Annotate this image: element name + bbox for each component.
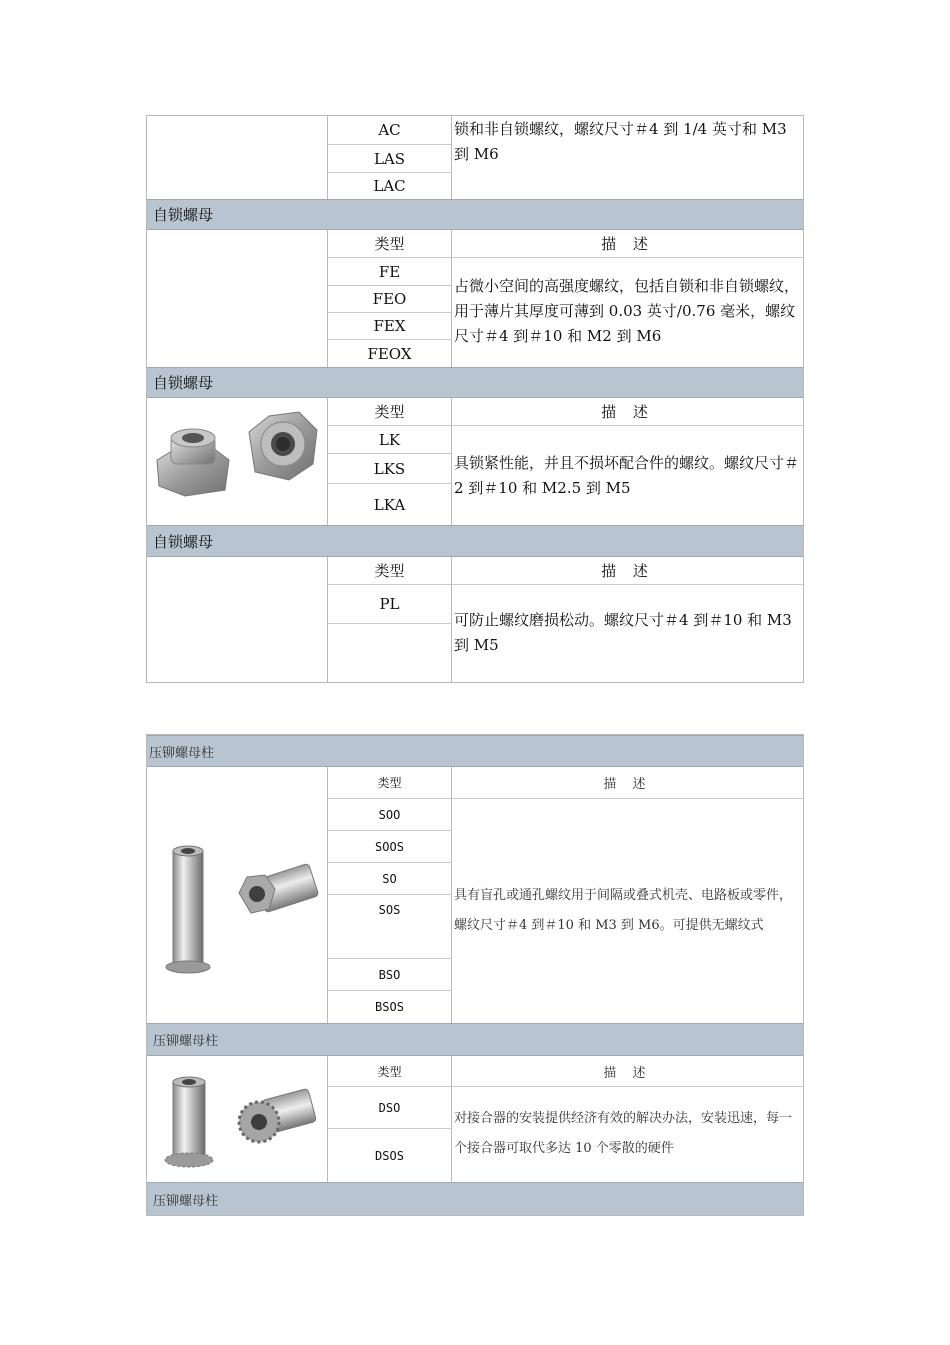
description-cell: 占微小空间的高强度螺纹，包括自锁和非自锁螺纹，用于薄片其厚度可薄到 0.03 英寸/0.76 毫米，螺纹尺寸＃4 到＃10 和 M2 到 M6 — [454, 277, 800, 345]
section-header: 自锁螺母 — [147, 199, 803, 230]
description-cell: 具有盲孔或通孔螺纹用于间隔或叠式机壳、电路板或零件，螺纹尺寸＃4 到＃10 和 M3 到 M6。可提供无螺纹式 — [454, 888, 793, 933]
image-cell-empty — [147, 230, 328, 367]
image-cell-empty — [147, 116, 328, 199]
description-cell: 可防止螺纹磨损松动。螺纹尺寸＃4 到＃10 和 M3 到 M5 — [454, 611, 792, 654]
dso-standoff-product-image — [147, 1056, 327, 1181]
column-header-type: 类型 — [328, 767, 452, 799]
type-cell-lka: LKA — [328, 484, 452, 525]
column-header-type: 类型 — [328, 1056, 452, 1087]
section-header: 自锁螺母 — [147, 367, 803, 398]
description-cell: 对接合器的安装提供经济有效的解决办法，安装迅速，每一个接合器可取代多达 10 个零散的硬件 — [454, 1111, 793, 1156]
type-cell-feo: FEO — [328, 286, 452, 313]
type-cell-dsos: DSOS — [328, 1129, 452, 1182]
column-header-type: 类型 — [328, 398, 452, 426]
image-cell — [147, 398, 328, 525]
type-cell-bso: BSO — [328, 959, 452, 991]
column-header-description: 描 述 — [452, 398, 803, 426]
column-header-description: 描 述 — [452, 557, 803, 585]
table-standoffs — [146, 734, 804, 1216]
type-cell-soo: SOO — [328, 799, 452, 831]
type-cell-so: SO — [328, 863, 452, 895]
description-cell: 具锁紧性能，并且不损坏配合件的螺纹。螺纹尺寸＃2 到＃10 和 M2.5 到 M5 — [454, 454, 800, 497]
column-header-description: 描 述 — [452, 230, 803, 258]
column-header-description: 描 述 — [452, 767, 803, 799]
type-cell-empty — [328, 624, 452, 683]
column-header-description: 描 述 — [452, 1056, 803, 1087]
type-cell-fex: FEX — [328, 313, 452, 340]
type-cell-feox: FEOX — [328, 340, 452, 367]
section-header: 压铆螺母柱 — [147, 1023, 803, 1056]
image-cell-empty — [147, 557, 328, 683]
type-cell-las: LAS — [328, 145, 452, 173]
column-header-type: 类型 — [328, 557, 452, 585]
section-header: 压铆螺母柱 — [147, 735, 803, 767]
type-cell-sos: SOS — [328, 895, 452, 959]
type-cell-pl: PL — [328, 585, 452, 624]
description-cell: 锁和非自锁螺纹，螺纹尺寸＃4 到 1/4 英寸和 M3 到 M6 — [454, 120, 787, 163]
section-header: 压铆螺母柱 — [147, 1182, 803, 1215]
image-cell — [147, 1056, 328, 1182]
so-standoff-product-image — [147, 767, 327, 1021]
type-cell-bsos: BSOS — [328, 991, 452, 1023]
column-header-type: 类型 — [328, 230, 452, 258]
type-cell-fe: FE — [328, 258, 452, 286]
type-cell-ac: AC — [328, 116, 452, 145]
type-cell-soos: SOOS — [328, 831, 452, 863]
lk-nut-product-image — [147, 398, 327, 524]
image-cell — [147, 767, 328, 1023]
type-cell-lks: LKS — [328, 454, 452, 484]
type-cell-dso: DSO — [328, 1087, 452, 1129]
table-self-locking-nuts — [146, 115, 804, 683]
type-cell-lac: LAC — [328, 173, 452, 199]
section-header: 自锁螺母 — [147, 525, 803, 557]
type-cell-lk: LK — [328, 426, 452, 454]
